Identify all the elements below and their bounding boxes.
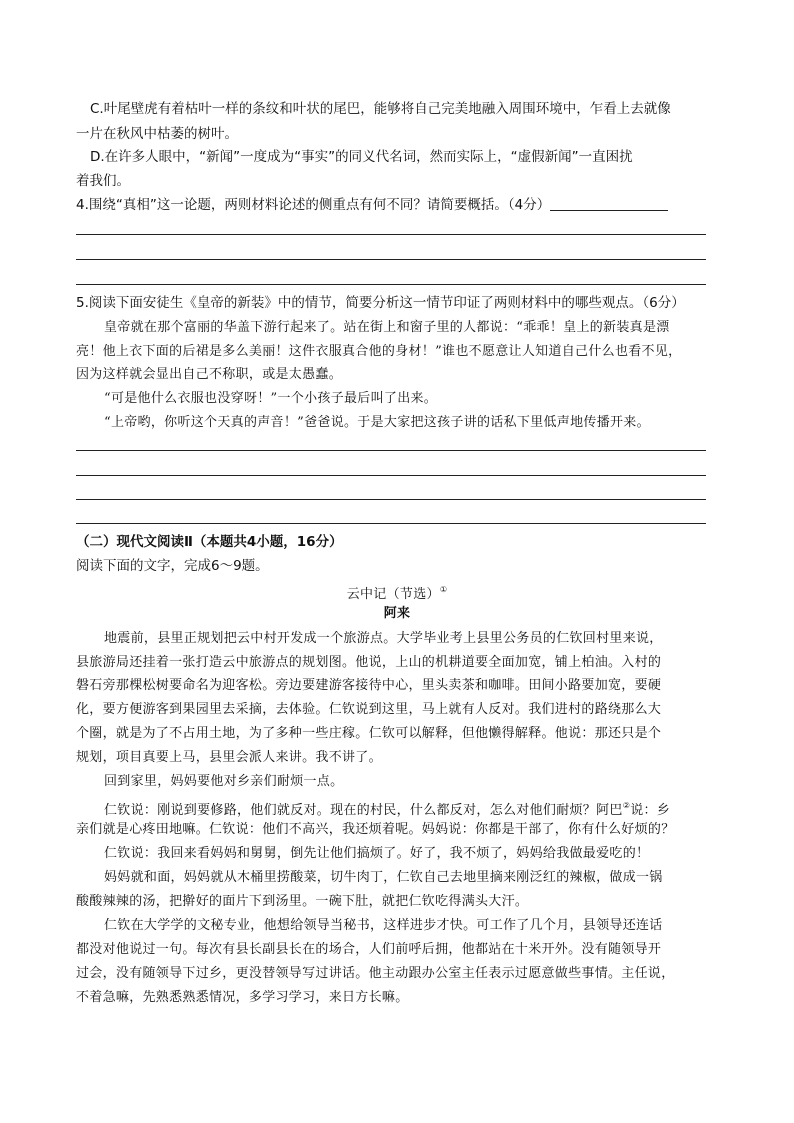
q3-option-d-line2: 着我们。	[76, 173, 130, 189]
q5-answer-line-3[interactable]	[76, 499, 706, 500]
section2-heading: （二）现代文阅读Ⅱ（本题共4小题，16分）	[76, 534, 343, 550]
q4-answer-line-1[interactable]	[76, 234, 706, 235]
story-p1-line1: 地震前，县里正规划把云中村开发成一个旅游点。大学毕业考上县里公务员的仁钦回村里来说，	[104, 631, 663, 646]
story-author: 阿来	[383, 606, 411, 621]
story-p6-line1: 仁钦在大学学的文秘专业，他想给领导当秘书，这样进步才快。可工作了几个月，县领导还连话	[104, 918, 663, 933]
q4-answer-line-3[interactable]	[76, 284, 706, 285]
story-title-text: 云中记（节选）	[346, 587, 440, 602]
q5-answer-line-2[interactable]	[76, 475, 706, 476]
story-p3-line2: 亲们就是心疼田地嘛。仁钦说：他们不高兴，我还烦着呢。妈妈说：你都是干部了，你有什么好烦的？	[76, 822, 675, 837]
story-title-footnote: ①	[439, 585, 448, 594]
q5-excerpt-line3: 因为这样就会显出自己不称职，或是太愚蠢。	[76, 367, 343, 382]
story-p1-line2: 县旅游局还挂着一张打造云中旅游点的规划图。他说，上山的机耕道要全面加宽，铺上柏油。入村的	[76, 655, 662, 670]
story-p3-line1b: 说：乡	[630, 803, 671, 818]
q3-option-c-line2: 一片在秋风中枯萎的树叶。	[76, 126, 238, 142]
q5-question: 5.阅读下面安徒生《皇帝的新装》中的情节，简要分析这一情节印证了两则材料中的哪些观点。（6分）	[76, 295, 685, 311]
q3-option-c-line1: C.叶尾壁虎有着枯叶一样的条纹和叶状的尾巴，能够将自己完美地融入周围环境中，乍看上去就像	[90, 101, 671, 117]
story-p1-line4: 化，要方便游客到果园里去采摘，去体验。仁钦说到这里，马上就有人反对。我们进村的路绕那么大	[76, 702, 662, 717]
q3-option-d-line1: D.在许多人眼中，“新闻”一度成为“事实”的同义代名词，然而实际上，“虚假新闻”一直困扰	[90, 149, 633, 165]
story-p6-line4: 不着急嘛，先熟悉熟悉情况，多学习学习，来日方长嘛。	[76, 990, 409, 1005]
story-footnote-2: ②	[622, 801, 631, 810]
q5-answer-line-4[interactable]	[76, 523, 706, 524]
story-p6-line2: 都没对他说过一句。每次有县长副县长在的场合，人们前呼后拥，他都站在十米开外。没有随领导开	[76, 942, 662, 957]
section2-instruction: 阅读下面的文字，完成6～9题。	[76, 558, 269, 574]
q4-question	[76, 196, 668, 214]
q4-question-text: 4.围绕“真相”这一论题，两则材料论述的侧重点有何不同？请简要概括。（4分）	[76, 197, 551, 213]
story-title	[0, 581, 794, 604]
story-p1-line5: 个圈，就是为了不占用土地，为了多种一些庄稼。仁钦可以解释，但他懒得解释。他说：那还只是个	[76, 726, 662, 741]
q5-excerpt-line4: “可是他什么衣服也没穿呀！”一个小孩子最后叫了出来。	[104, 391, 438, 406]
q5-excerpt-line5: “上帝哟，你听这个天真的声音！”爸爸说。于是大家把这孩子讲的话私下里低声地传播开来。	[104, 415, 650, 430]
story-p4: 仁钦说：我回来看妈妈和舅舅，倒先让他们搞烦了。好了，我不烦了，妈妈给我做最爱吃的！	[104, 846, 650, 861]
story-p5-line1: 妈妈就和面，妈妈就从木桶里捞酸菜，切牛肉丁，仁钦自己去地里摘来刚泛红的辣椒，做成一锅	[104, 870, 663, 885]
q5-excerpt-line2: 亮！他上衣下面的后裙是多么美丽！这件衣服真合他的身材！”谁也不愿意让人知道自己什么也看不见，	[76, 344, 682, 359]
story-p5-line2: 酸酸辣辣的汤，把擀好的面片下到汤里。一碗下肚，就把仁钦吃得满头大汗。	[76, 894, 529, 909]
q4-answer-line-2[interactable]	[76, 259, 706, 260]
story-p2: 回到家里，妈妈要他对乡亲们耐烦一点。	[104, 774, 344, 789]
story-p1-line3: 磐石旁那棵松树要命名为迎客松。旁边要建游客接待中心，里头卖茶和咖啡。田间小路要加宽，要硬	[76, 678, 662, 693]
q5-excerpt-line1: 皇帝就在那个富丽的华盖下游行起来了。站在街上和窗子里的人都说：“乖乖！皇上的新装真是漂	[104, 320, 670, 335]
story-p6-line3: 过会，没有随领导下过乡，更没替领导写过讲话。他主动跟办公室主任表示过愿意做些事情。主任说，	[76, 966, 675, 981]
q5-answer-line-1[interactable]	[76, 450, 706, 451]
story-p1-line6: 规划，项目真要上马，县里会派人来讲。我不讲了。	[76, 750, 382, 765]
q4-answer-blank[interactable]	[550, 196, 668, 211]
story-p3-line1	[104, 797, 670, 820]
story-p3-line1a: 仁钦说：刚说到要修路，他们就反对。现在的村民，什么都反对，怎么对他们耐烦？阿巴	[104, 803, 623, 818]
